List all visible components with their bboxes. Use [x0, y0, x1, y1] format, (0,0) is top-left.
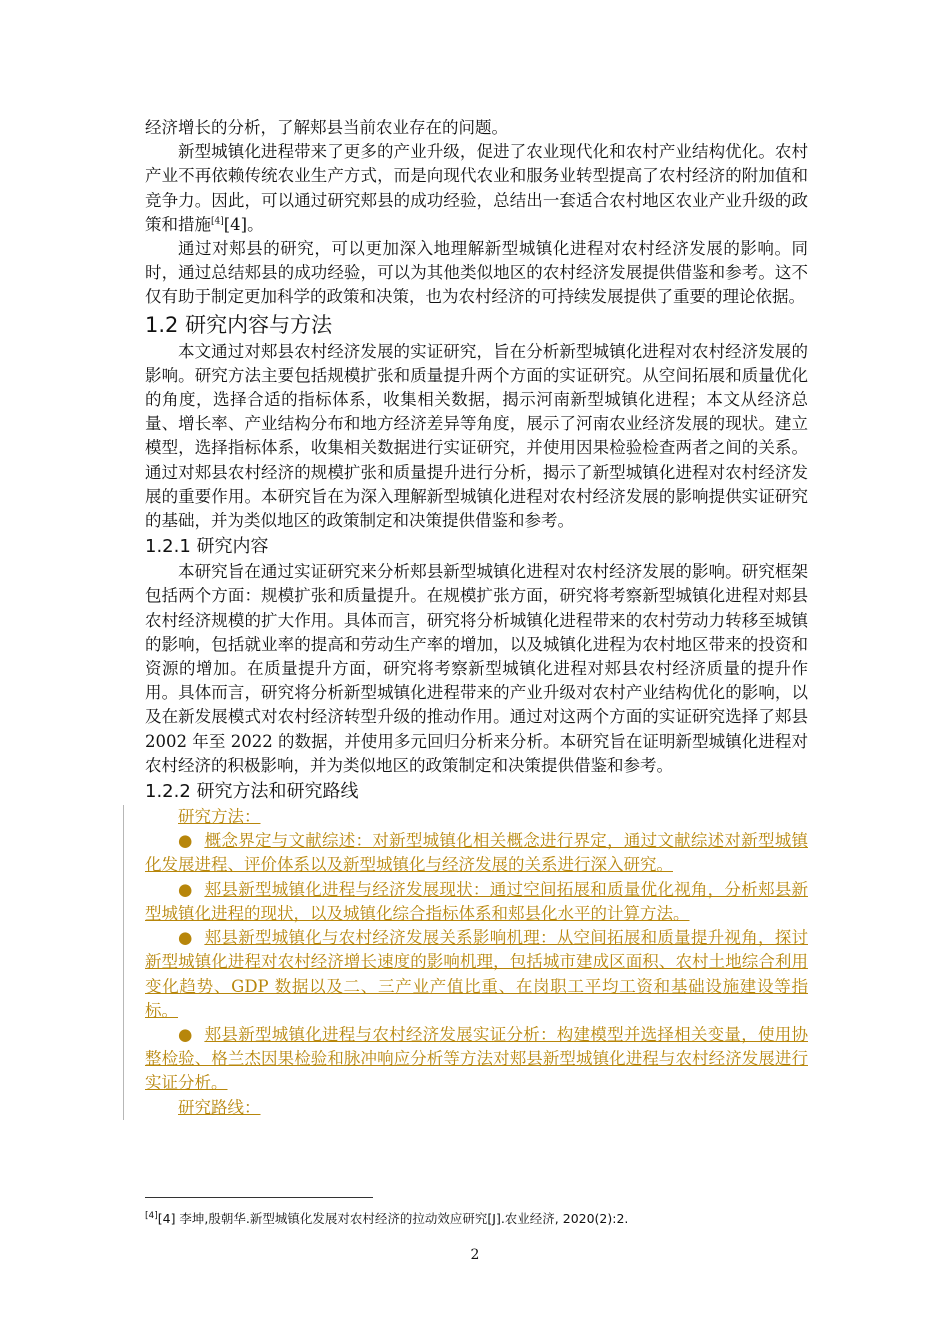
paragraph-research-significance: 通过对郏县的研究，可以更加深入地理解新型城镇化进程对农村经济发展的影响。同时，通过总结郏县的成功经验，可以为其他类似地区的农村经济发展提供借鉴和参考。这不仅有助于制定更加科学的政策和决策，也为农村经济的可持续发展提供了重要的理论依据。 — [145, 239, 808, 307]
section-heading-1-2-2: 1.2.2 研究方法和研究路线 — [145, 781, 359, 803]
method-item — [145, 1023, 808, 1096]
method-item-text: 郏县新型城镇化进程与农村经济发展实证分析：构建模型并选择相关变量，使用协整检验、格兰杰因果检验和脉冲响应分析等方法对郏县新型城镇化进程与农村经济发展进行实证分析。 — [145, 1024, 808, 1093]
paragraph-continuation: 经济增长的分析，了解郏县当前农业存在的问题。 — [145, 118, 508, 137]
paragraph-industry-upgrade — [145, 140, 808, 237]
section-heading-1-2: 1.2 研究内容与方法 — [145, 312, 333, 337]
method-item-text: 郏县新型城镇化与农村经济发展关系影响机理：从空间拓展和质量提升视角，探讨新型城镇化进程对农村经济增长速度的影响机理，包括城市建成区面积、农村土地综合利用变化趋势、GDP 数据以及二、三产业产值比重、在岗职工平均工资和基础设施建设等指标。 — [145, 928, 808, 1020]
method-item-text: 郏县新型城镇化进程与经济发展现状：通过空间拓展和质量优化视角，分析郏县新型城镇化进程的现状，以及城镇化综合指标体系和郏县化水平的计算方法。 — [145, 879, 808, 923]
method-item — [145, 829, 808, 877]
footnote-separator — [145, 1197, 373, 1198]
page-number: 2 — [470, 1247, 480, 1263]
method-item-text: 概念界定与文献综述：对新型城镇化相关概念进行界定，通过文献综述对新型城镇化发展进程、评价体系以及新型城镇化与经济发展的关系进行深入研究。 — [145, 831, 808, 875]
methods-label: 研究方法： — [178, 807, 261, 827]
bullet-icon: ● — [178, 879, 193, 899]
bullet-icon: ● — [178, 928, 193, 948]
route-label: 研究路线： — [178, 1097, 261, 1117]
footnote-ref-sup[interactable]: [4] — [211, 216, 224, 227]
paragraph-text: 新型城镇化进程带来了更多的产业升级，促进了农业现代化和农村产业结构优化。农村产业不再依赖传统农业生产方式，而是向现代农业和服务业转型提高了农村经济的附加值和竞争力。因此，可以通过研究郏县的成功经验，总结出一套适合农村地区农业产业升级的政策和措施 — [145, 142, 808, 234]
bullet-icon: ● — [178, 831, 193, 851]
method-item — [145, 878, 808, 926]
paragraph-end: 。 — [247, 214, 264, 234]
section-heading-1-2-1: 1.2.1 研究内容 — [145, 536, 269, 558]
tracked-change-block — [135, 805, 808, 1120]
section-1-2-text: 本文通过对郏县农村经济发展的实证研究，旨在分析新型城镇化进程对农村经济发展的影响。研究方法主要包括规模扩张和质量提升两个方面的实证研究。从空间拓展和质量优化的角度，选择合适的指标体系，收集相关数据，揭示河南新型城镇化进程；本文从经济总量、增长率、产业结构分布和地方经济差异等角度，展示了河南农业经济发展的现状。建立模型，选择指标体系，收集相关数据进行实证研究，并使用因果检验检查两者之间的关系。通过对郏县农村经济的规模扩张和质量提升进行分析，揭示了新型城镇化进程对农村经济发展的重要作用。本研究旨在为深入理解新型城镇化进程对农村经济发展的影响提供实证研究的基础，并为类似地区的政策制定和决策提供借鉴和参考。 — [145, 341, 808, 531]
method-item — [145, 926, 808, 1023]
bullet-icon: ● — [178, 1024, 193, 1044]
section-1-2-1-text: 本研究旨在通过实证研究来分析郏县新型城镇化进程对农村经济发展的影响。研究框架包括两个方面：规模扩张和质量提升。在规模扩张方面，研究将考察新型城镇化进程对郏县农村经济规模的扩大作用。具体而言，研究将分析城镇化进程带来的农村劳动力转移至城镇的影响，包括就业率的提高和劳动生产率的增加，以及城镇化进程为农村地区带来的投资和资源的增加。在质量提升方面，研究将考察新型城镇化进程对郏县农村经济质量的提升作用。具体而言，研究将分析新型城镇化进程带来的产业升级对农村产业结构优化的影响，以及在新发展模式对农村经济转型升级的推动作用。通过对这两个方面的实证研究选择了郏县 2002 年至 2022 的数据，并使用多元回归分析来分析。本研究旨在证明新型城镇化进程对农村经济的积极影响，并为类似地区的政策制定和决策提供借鉴和参考。 — [145, 562, 808, 775]
main-body — [145, 116, 808, 1120]
footnote-text: [4] 李坤,殷朝华.新型城镇化发展对农村经济的拉动效应研究[J].农业经济, 2020(2):2. — [157, 1211, 629, 1226]
footnote — [145, 1210, 825, 1228]
footnote-marker: [4] — [145, 1210, 158, 1221]
citation-ref[interactable]: [4] — [223, 214, 248, 234]
